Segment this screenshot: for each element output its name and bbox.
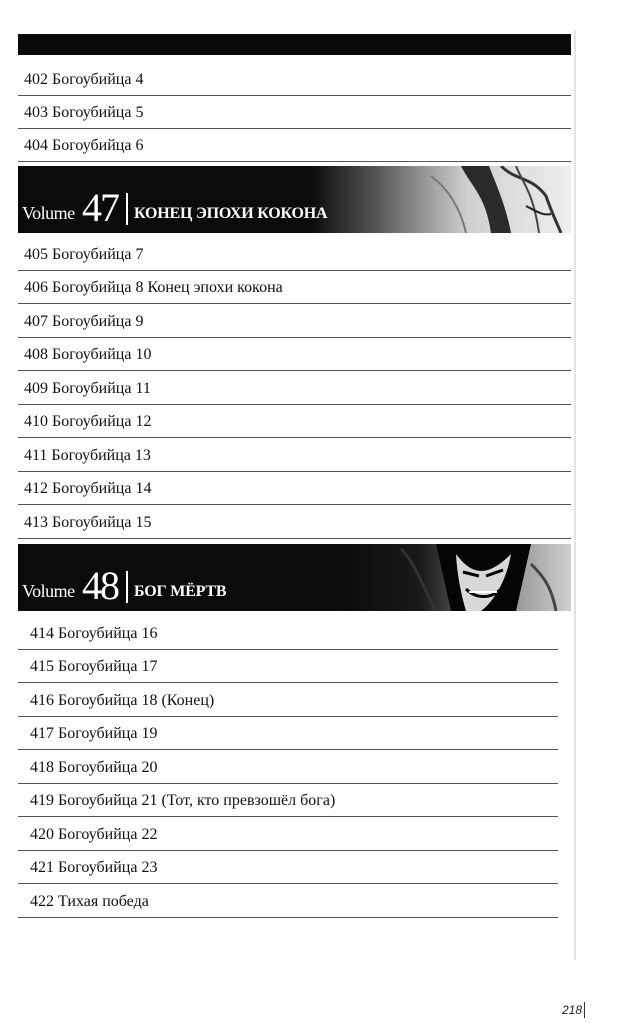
chapter-label: 407 Богоубийца 9 [24, 313, 144, 330]
volume-title: КОНЕЦ ЭПОХИ КОКОНА [134, 205, 328, 222]
chapter-label: 420 Богоубийца 22 [30, 826, 158, 843]
chapter-row[interactable] [18, 96, 571, 129]
volume-separator [126, 193, 128, 225]
chapter-row[interactable] [18, 684, 558, 717]
chapter-label: 421 Богоубийца 23 [30, 859, 158, 876]
page-number: 218 [562, 1003, 583, 1017]
volume-48-banner [18, 544, 571, 611]
chapter-label: 404 Богоубийца 6 [24, 137, 144, 154]
chapter-label: 409 Богоубийца 11 [24, 380, 151, 397]
chapter-row[interactable] [18, 717, 558, 750]
chapter-row[interactable] [18, 751, 558, 784]
chapter-label: 408 Богоубийца 10 [24, 346, 152, 363]
chapter-label: 416 Богоубийца 18 (Конец) [30, 692, 215, 709]
chapter-label: 402 Богоубийца 4 [24, 71, 144, 88]
chapter-label: 413 Богоубийца 15 [24, 514, 152, 531]
chapter-label: 417 Богоубийца 19 [30, 725, 158, 742]
chapter-label: 403 Богоубийца 5 [24, 104, 144, 121]
chapter-row[interactable] [18, 617, 558, 650]
chapter-row[interactable] [18, 63, 571, 96]
volume-48-cover-art [341, 544, 571, 611]
chapter-row[interactable] [18, 506, 571, 539]
chapter-row[interactable] [18, 305, 571, 338]
volume-number: 48 [82, 563, 118, 608]
volume-47-banner [18, 166, 571, 233]
chapter-row[interactable] [18, 238, 571, 271]
top-section-bar [18, 34, 571, 55]
page-edge-shading [574, 30, 576, 960]
volume-separator [126, 571, 128, 603]
chapter-row[interactable] [18, 818, 558, 851]
volume-number: 47 [82, 185, 118, 230]
chapter-row[interactable] [18, 129, 571, 162]
chapter-row[interactable] [18, 885, 558, 918]
chapter-row[interactable] [18, 650, 558, 683]
volume-title: БОГ МЁРТВ [134, 583, 227, 600]
chapter-row[interactable] [18, 338, 571, 371]
volume-word: Volume [22, 581, 75, 601]
chapter-label: 405 Богоубийца 7 [24, 246, 144, 263]
chapter-row[interactable] [18, 271, 571, 304]
chapter-row[interactable] [18, 784, 558, 817]
chapter-row[interactable] [18, 405, 571, 438]
chapter-row[interactable] [18, 851, 558, 884]
chapter-label: 414 Богоубийца 16 [30, 625, 158, 642]
page-number-rule [584, 1002, 585, 1018]
chapter-row[interactable] [18, 472, 571, 505]
chapter-label: 406 Богоубийца 8 Конец эпохи кокона [24, 279, 283, 296]
chapter-label: 422 Тихая победа [30, 893, 149, 910]
chapter-label: 412 Богоубийца 14 [24, 480, 152, 497]
chapter-label: 415 Богоубийца 17 [30, 658, 158, 675]
chapter-label: 419 Богоубийца 21 (Тот, кто превзошёл бога) [30, 792, 336, 809]
volume-word: Volume [22, 203, 75, 223]
chapter-label: 411 Богоубийца 13 [24, 447, 151, 464]
volume-47-cover-art [311, 166, 571, 233]
chapter-row[interactable] [18, 372, 571, 405]
chapter-label: 418 Богоубийца 20 [30, 759, 158, 776]
chapter-label: 410 Богоубийца 12 [24, 413, 152, 430]
chapter-row[interactable] [18, 439, 571, 472]
